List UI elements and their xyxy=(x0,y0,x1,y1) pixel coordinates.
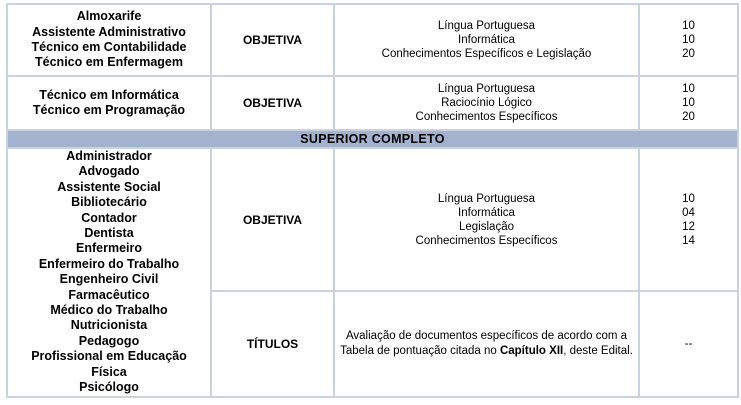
questoes-count: 10 xyxy=(682,192,695,205)
prova-type-cell: OBJETIVA xyxy=(211,148,334,291)
cargo-name: Engenheiro Civil xyxy=(59,272,159,287)
cargo-name: Profissional em Educação xyxy=(31,349,187,364)
questoes-count: 20 xyxy=(682,111,695,123)
cargo-name: Advogado xyxy=(78,164,140,179)
cargo-name: Técnico em Programação xyxy=(32,103,186,117)
disciplinas-cell xyxy=(334,4,639,76)
questoes-count: 10 xyxy=(682,97,695,109)
disciplina: Legislação xyxy=(459,220,514,233)
questoes-count: 14 xyxy=(682,234,695,247)
cargo-name: Técnico em Enfermagem xyxy=(35,55,183,70)
table-row xyxy=(7,4,738,76)
disciplina: Conhecimentos Específicos xyxy=(415,234,558,247)
cargo-name: Física xyxy=(91,364,127,379)
prova-type-cell: OBJETIVA xyxy=(211,4,334,76)
questoes-cell xyxy=(639,148,738,291)
cargo-name: Administrador xyxy=(66,149,152,163)
disciplina: Língua Portuguesa xyxy=(437,83,536,95)
questoes-count: 20 xyxy=(682,48,695,60)
disciplina: Informática xyxy=(458,34,515,46)
cargo-name: Nutricionista xyxy=(70,318,148,333)
cargos-cell xyxy=(7,148,211,397)
questoes-count: 04 xyxy=(682,206,695,219)
titulos-description xyxy=(334,291,639,396)
description-text: , deste Edital. xyxy=(563,344,633,357)
questoes-cell xyxy=(639,4,738,76)
cargo-name: Enfermeiro xyxy=(76,241,142,256)
questoes-cell xyxy=(639,76,738,130)
cargo-name: Médico do Trabalho xyxy=(50,303,168,318)
cargo-name: Psicólogo xyxy=(79,380,139,395)
questoes-count: 10 xyxy=(682,34,695,46)
disciplina: Conhecimentos Específicos xyxy=(415,111,558,123)
section-title: SUPERIOR COMPLETO xyxy=(7,130,738,148)
disciplina: Informática xyxy=(458,206,515,219)
cargos-cell xyxy=(7,76,211,130)
cargo-name: Enfermeiro do Trabalho xyxy=(38,256,180,271)
disciplinas-cell xyxy=(334,76,639,130)
disciplina: Língua Portuguesa xyxy=(437,20,536,32)
prova-type-cell: TÍTULOS xyxy=(211,291,334,396)
cargo-name: Técnico em Informática xyxy=(39,87,179,102)
disciplina: Conhecimentos Específicos e Legislação xyxy=(381,48,592,60)
cargo-name: Técnico em Contabilidade xyxy=(31,40,187,54)
cargo-name: Almoxarife xyxy=(76,9,142,24)
cargo-name: Contador xyxy=(81,210,137,225)
table-row xyxy=(7,148,738,291)
cargo-name: Pedagogo xyxy=(78,333,140,348)
description-text: Avaliação de documentos específicos de acordo com a Tabela de pontuação citada no xyxy=(340,329,628,357)
disciplina: Língua Portuguesa xyxy=(437,192,536,205)
disciplina: Raciocínio Lógico xyxy=(441,97,532,109)
questoes-count: 10 xyxy=(682,20,695,32)
questoes-count: 10 xyxy=(682,83,695,95)
questoes-count: 12 xyxy=(682,220,695,233)
cargo-name: Assistente Administrativo xyxy=(32,24,186,39)
table-row xyxy=(7,76,738,130)
cargo-name: Dentista xyxy=(84,226,134,241)
cargo-name: Bibliotecário xyxy=(71,195,147,210)
cargo-name: Farmacêutico xyxy=(68,287,150,302)
chapter-reference: Capítulo XII xyxy=(499,344,564,357)
questoes-cell: -- xyxy=(639,291,738,396)
cargos-cell xyxy=(7,4,211,76)
disciplinas-cell xyxy=(334,148,639,291)
prova-type-cell: OBJETIVA xyxy=(211,76,334,130)
cargo-name: Assistente Social xyxy=(57,179,161,194)
exam-table xyxy=(6,3,739,398)
section-header-row xyxy=(7,130,738,148)
